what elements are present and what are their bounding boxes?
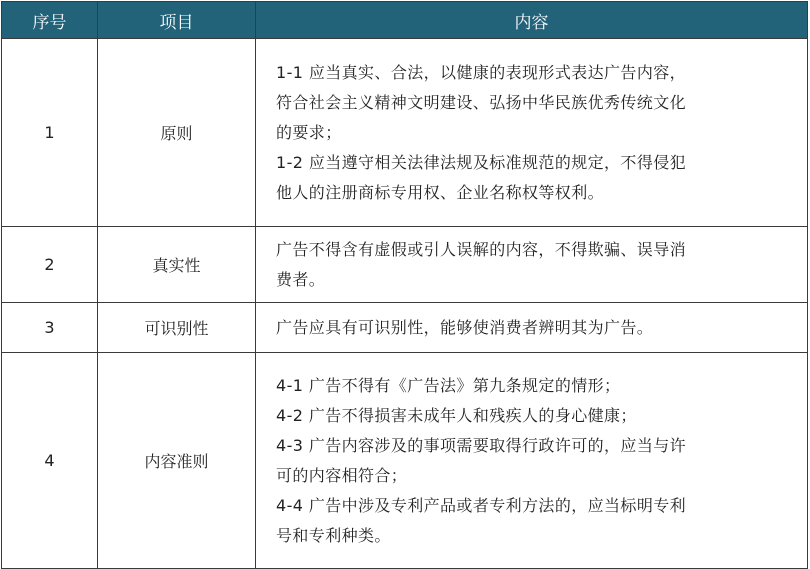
table-header-row bbox=[2, 2, 808, 39]
content-paragraph bbox=[276, 401, 789, 431]
row-content bbox=[256, 353, 808, 569]
content-paragraph bbox=[276, 371, 789, 401]
table-row bbox=[2, 303, 808, 353]
content-line: 费者。 bbox=[276, 269, 326, 289]
content-line: 广告不得含有虚假或引人误解的内容，不得欺骗、误导消 bbox=[276, 239, 687, 259]
content-line: 可的内容相符合； bbox=[276, 465, 408, 485]
row-item: 原则 bbox=[98, 39, 256, 227]
header-no: 序号 bbox=[2, 2, 98, 39]
content-paragraph bbox=[276, 431, 789, 491]
table-row bbox=[2, 353, 808, 569]
content-line: 4-2 广告不得损害未成年人和残疾人的身心健康； bbox=[276, 405, 637, 425]
content-line: 符合社会主义精神文明建设、弘扬中华民族优秀传统文化 bbox=[276, 92, 687, 112]
header-content: 内容 bbox=[256, 2, 808, 39]
content-line: 4-4 广告中涉及专利产品或者专利方法的，应当标明专利 bbox=[276, 495, 687, 515]
content-line: 4-1 广告不得有《广告法》第九条规定的情形； bbox=[276, 375, 621, 395]
content-line: 他人的注册商标专用权、企业名称权等权利。 bbox=[276, 182, 605, 202]
content-paragraph bbox=[276, 491, 789, 551]
row-content bbox=[256, 227, 808, 303]
content-line: 1-2 应当遵守相关法律法规及标准规范的规定，不得侵犯 bbox=[276, 152, 687, 172]
content-line: 的要求； bbox=[276, 122, 342, 142]
row-number: 4 bbox=[2, 353, 98, 569]
row-number: 1 bbox=[2, 39, 98, 227]
content-line: 号和专利种类。 bbox=[276, 525, 391, 545]
content-paragraph bbox=[276, 148, 789, 208]
row-number: 3 bbox=[2, 303, 98, 353]
row-item: 内容准则 bbox=[98, 353, 256, 569]
row-item: 可识别性 bbox=[98, 303, 256, 353]
content-line: 1-1 应当真实、合法，以健康的表现形式表达广告内容， bbox=[276, 62, 687, 82]
ad-rules-table bbox=[1, 1, 808, 569]
row-content bbox=[256, 303, 808, 353]
row-number: 2 bbox=[2, 227, 98, 303]
content-paragraph bbox=[276, 58, 789, 148]
table-row bbox=[2, 227, 808, 303]
content-paragraph bbox=[276, 313, 789, 343]
table-row bbox=[2, 39, 808, 227]
content-paragraph bbox=[276, 235, 789, 295]
row-content bbox=[256, 39, 808, 227]
header-item: 项目 bbox=[98, 2, 256, 39]
content-line: 广告应具有可识别性，能够使消费者辨明其为广告。 bbox=[276, 317, 654, 337]
row-item: 真实性 bbox=[98, 227, 256, 303]
content-line: 4-3 广告内容涉及的事项需要取得行政许可的，应当与许 bbox=[276, 435, 687, 455]
